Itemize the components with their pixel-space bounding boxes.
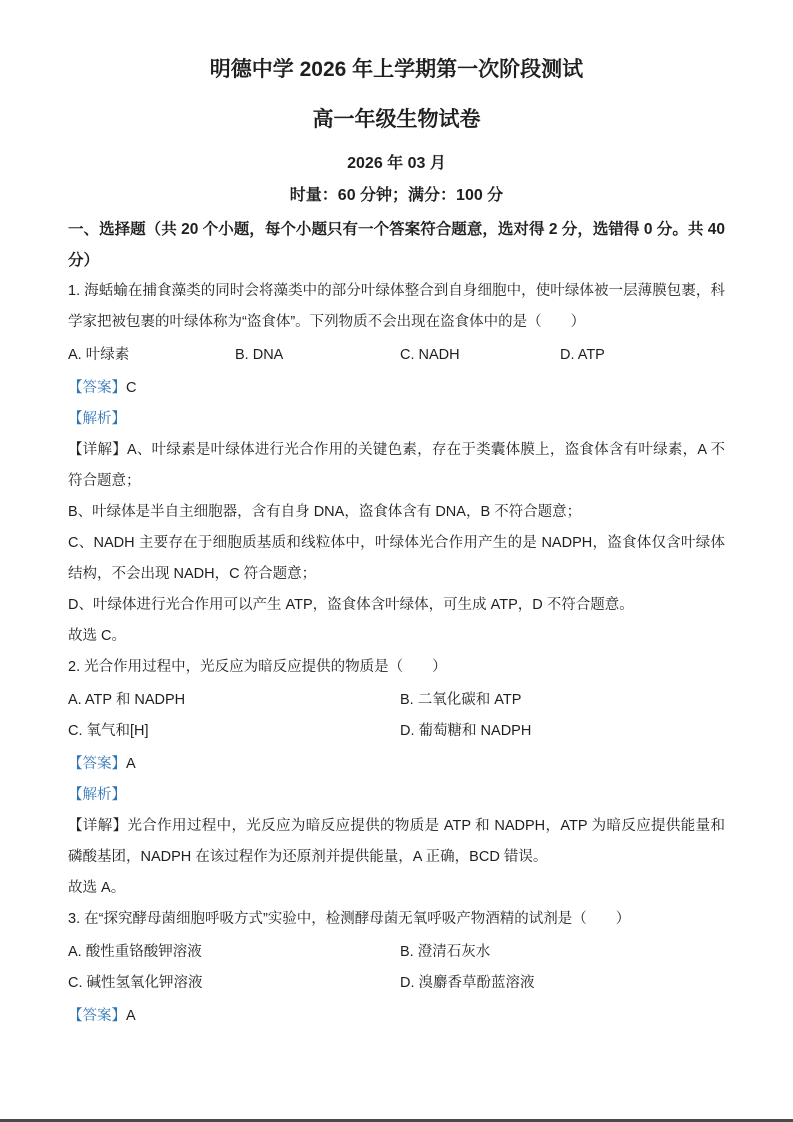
exam-duration-score: 时量：60 分钟；满分：100 分	[289, 187, 504, 204]
question-3-option-d: D. 溴麝香草酚蓝溶液	[400, 975, 535, 991]
question-2-option-d: D. 葡萄糖和 NADPH	[400, 723, 532, 739]
question-3-option-a: A. 酸性重铬酸钾溶液	[68, 944, 202, 960]
exam-subtitle: 高一年级生物试卷	[312, 108, 481, 131]
answer-label: 【答案】	[68, 1008, 126, 1024]
exam-date: 2026 年 03 月	[347, 155, 446, 172]
question-1-option-b: B. DNA	[235, 347, 284, 363]
answer-label: 【答案】	[68, 380, 126, 396]
question-2-stem: 2. 光合作用过程中，光反应为暗反应提供的物质是（ ）	[68, 659, 447, 675]
question-3-answer-value: A	[126, 1008, 136, 1024]
question-1-option-d: D. ATP	[560, 347, 605, 363]
question-1-detail-c: C、NADH 主要存在于细胞质基质和线粒体中，叶绿体光合作用产生的是 NADPH，盗食体仅含叶绿体结构，不会出现 NADH，C 符合题意；	[68, 535, 725, 582]
question-2	[68, 652, 725, 904]
question-1-option-c: C. NADH	[400, 347, 460, 363]
question-3	[68, 904, 725, 1032]
question-1-analysis-line	[68, 404, 725, 435]
question-2-detail: 【详解】光合作用过程中，光反应为暗反应提供的物质是 ATP 和 NADPH，ATP 为暗反应提供能量和磷酸基团，NADPH 在该过程作为还原剂并提供能量，A 正确，BCD 错误。	[68, 818, 725, 865]
question-1-detail-d: D、叶绿体进行光合作用可以产生 ATP，盗食体含叶绿体，可生成 ATP，D 不符合题意。	[68, 597, 634, 613]
analysis-label: 【解析】	[68, 411, 126, 427]
question-1-detail-a: 【详解】A、叶绿素是叶绿体进行光合作用的关键色素，存在于类囊体膜上，盗食体含有叶绿素，A 不符合题意；	[68, 442, 725, 489]
question-1-answer-line	[68, 373, 725, 404]
question-2-analysis-line	[68, 780, 725, 811]
question-2-options	[68, 685, 725, 747]
section-heading: 一、选择题（共 20 个小题，每个小题只有一个答案符合题意，选对得 2 分，选错得 0 分。共 40 分）	[68, 221, 725, 269]
question-1-answer-value: C	[126, 380, 137, 396]
question-3-stem: 3. 在“探究酵母菌细胞呼吸方式”实验中，检测酵母菌无氧呼吸产物酒精的试剂是（ ）	[68, 911, 631, 927]
question-2-option-c: C. 氧气和[H]	[68, 723, 149, 739]
question-1-stem: 1. 海蛞蝓在捕食藻类的同时会将藻类中的部分叶绿体整合到自身细胞中，使叶绿体被一层薄膜包裹，科学家把被包裹的叶绿体称为“盗食体”。下列物质不会出现在盗食体中的是（ ）	[68, 283, 725, 330]
question-1-options	[68, 340, 725, 371]
question-3-option-b: B. 澄清石灰水	[400, 944, 491, 960]
question-2-answer-line	[68, 749, 725, 780]
question-2-option-a: A. ATP 和 NADPH	[68, 692, 186, 708]
answer-label: 【答案】	[68, 756, 126, 772]
question-2-answer-value: A	[126, 756, 136, 772]
question-2-conclusion: 故选 A。	[68, 880, 126, 896]
question-3-answer-line	[68, 1001, 725, 1032]
question-1-conclusion: 故选 C。	[68, 628, 126, 644]
analysis-label: 【解析】	[68, 787, 126, 803]
question-3-options	[68, 937, 725, 999]
question-2-option-b: B. 二氧化碳和 ATP	[400, 692, 522, 708]
question-1-option-a: A. 叶绿素	[68, 347, 130, 363]
question-3-option-c: C. 碱性氢氧化钾溶液	[68, 975, 203, 991]
question-1-detail-b: B、叶绿体是半自主细胞器，含有自身 DNA，盗食体含有 DNA，B 不符合题意；	[68, 504, 582, 520]
question-1	[68, 276, 725, 652]
exam-title: 明德中学 2026 年上学期第一次阶段测试	[209, 58, 584, 81]
